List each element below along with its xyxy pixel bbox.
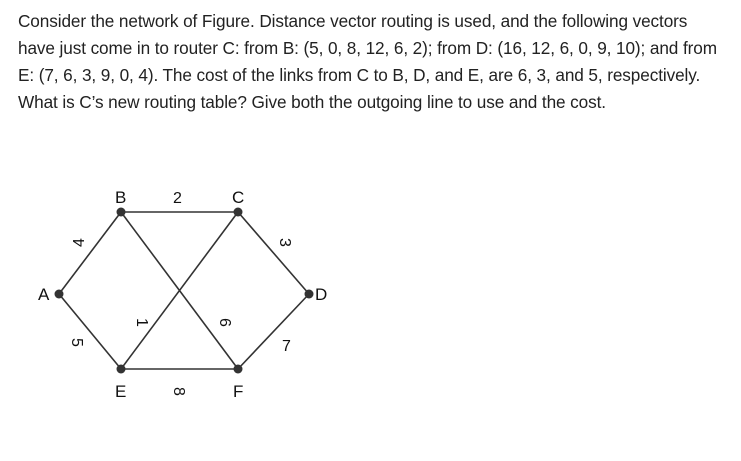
node-d <box>305 290 314 299</box>
edge-f-d <box>238 294 309 369</box>
question-text: Consider the network of Figure. Distance vector routing is used, and the following vectors have just come in to router C: from B: (5, 0, 8, 12, 6, 2); from D: (16, 12, 6, 0, 9, 10); and from E: (7, 6, 3, 9, 0, 4). The cost of the links from C to B, D, and E, are 6, 3, and 5, respectively. What is C’s new routing table? Give both the outgoing line to use and the cost. <box>18 11 717 112</box>
edge-c-d <box>238 212 309 294</box>
weight-label-c-d: 3 <box>276 238 293 247</box>
node-e <box>117 365 126 374</box>
edge-a-e <box>59 294 121 369</box>
node-label-a: A <box>38 285 50 304</box>
weight-label-e-c: 1 <box>133 318 150 327</box>
graph-edges <box>59 212 309 369</box>
node-label-c: C <box>232 188 245 207</box>
node-label-d: D <box>315 285 328 304</box>
weight-label-b-f: 6 <box>216 318 233 327</box>
node-f <box>234 365 243 374</box>
edge-a-b <box>59 212 121 294</box>
weight-label-f-d: 7 <box>282 338 291 355</box>
node-label-e: E <box>115 382 127 401</box>
weight-label-b-c: 2 <box>173 190 182 207</box>
node-c <box>234 208 243 217</box>
node-label-b: B <box>115 188 127 207</box>
node-b <box>117 208 126 217</box>
weight-label-a-b: 4 <box>71 238 88 247</box>
node-label-f: F <box>233 382 244 401</box>
graph-nodes <box>55 208 314 374</box>
node-a <box>55 290 64 299</box>
weight-label-e-f: 8 <box>170 387 187 396</box>
weight-label-a-e: 5 <box>68 338 85 347</box>
